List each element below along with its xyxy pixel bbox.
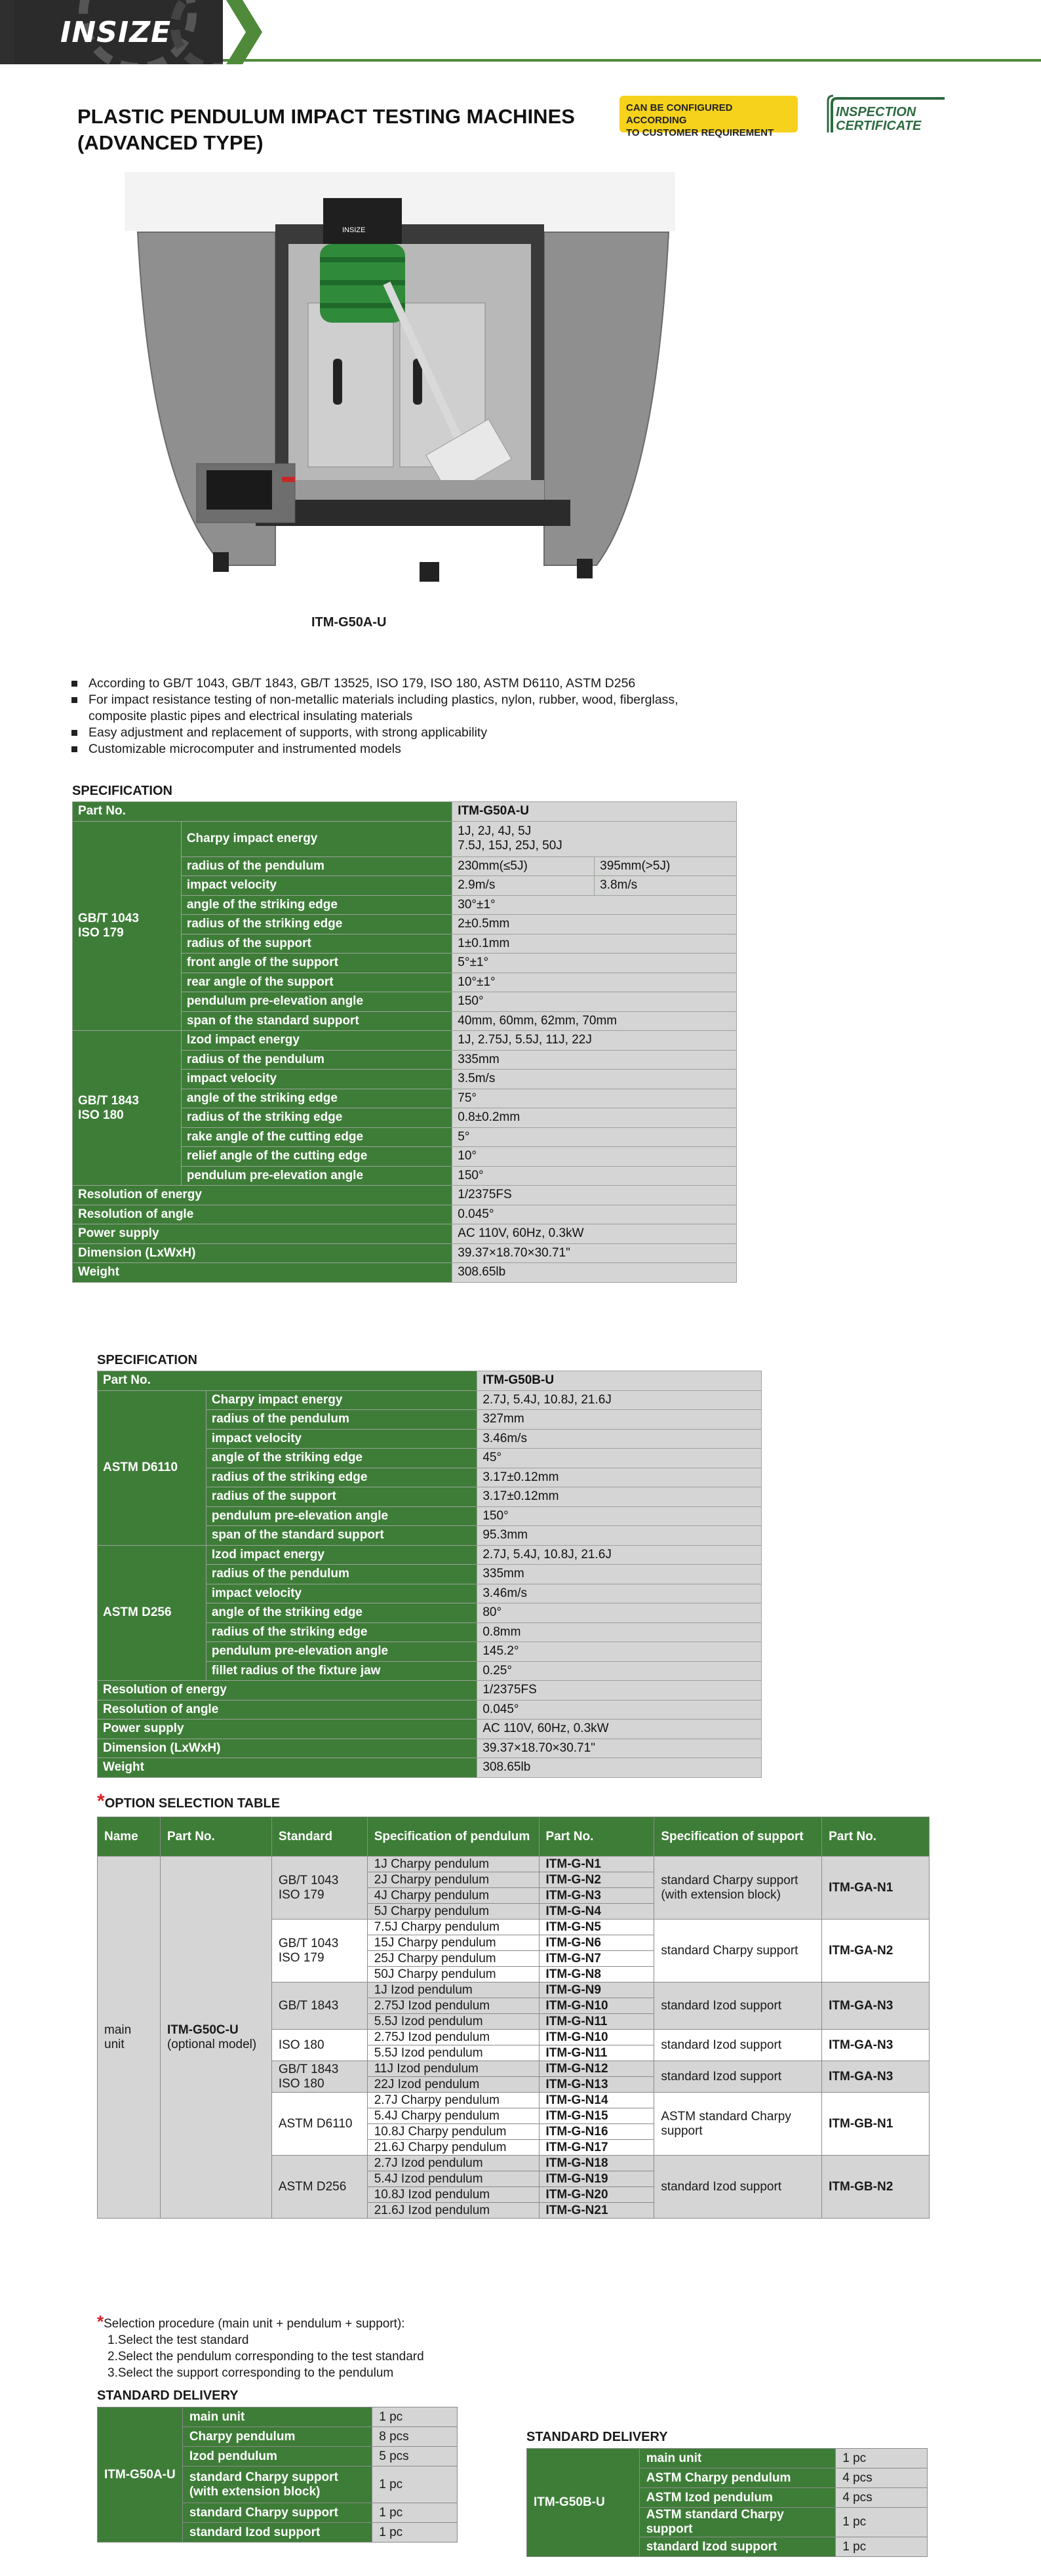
spec-value: 3.5m/s: [452, 1070, 737, 1089]
pendulum-part-no: ITM-G-N12: [539, 2061, 654, 2077]
spec-value: 40mm, 60mm, 62mm, 70mm: [452, 1011, 737, 1031]
standard-delivery-itm-g50a-u: [97, 2407, 458, 2543]
spec-value: AC 110V, 60Hz, 0.3kW: [477, 1720, 762, 1739]
table-row: [98, 1758, 762, 1778]
spec-key: rake angle of the cutting edge: [181, 1127, 452, 1147]
spec-value: 3.17±0.12mm: [477, 1468, 762, 1487]
spec-value: 1/2375FS: [477, 1681, 762, 1701]
spec-value: 0.045°: [477, 1700, 762, 1720]
column-header: Part No.: [822, 1817, 930, 1857]
support-spec: standard Izod support: [654, 2030, 822, 2061]
spec-key: front angle of the support: [181, 954, 452, 973]
support-spec: standard Izod support: [654, 1982, 822, 2030]
pendulum-spec: 2.75J Izod pendulum: [367, 2030, 539, 2045]
spec-value: 39.37×18.70×30.71": [452, 1243, 737, 1263]
part-no-label: Part No.: [98, 1371, 477, 1391]
spec-value: 45°: [477, 1449, 762, 1468]
support-part-no: ITM-GB-N2: [822, 2156, 930, 2219]
spec-key: pendulum pre-elevation angle: [206, 1642, 477, 1662]
spec-key: radius of the pendulum: [181, 856, 452, 876]
support-part-no: ITM-GA-N3: [822, 2030, 930, 2061]
column-header: Part No.: [539, 1817, 654, 1857]
table-row: [98, 1545, 762, 1565]
delivery-item: standard Izod support: [182, 2523, 372, 2543]
spec-value: 145.2°: [477, 1642, 762, 1662]
part-no-value: ITM-G50A-U: [452, 802, 737, 822]
pendulum-part-no: ITM-G-N14: [539, 2093, 654, 2108]
procedure-steps: [97, 2332, 424, 2381]
procedure-title: Selection procedure (main unit + pendulum + support):: [104, 2317, 405, 2331]
spec-value: 0.8mm: [477, 1622, 762, 1642]
cert-line-2: CERTIFICATE: [836, 119, 922, 133]
spec-key: radius of the support: [181, 934, 452, 954]
spec-key: Resolution of angle: [73, 1205, 452, 1224]
config-badge-line-2: TO CUSTOMER REQUIREMENT: [626, 127, 774, 138]
spec-value: 10°±1°: [452, 973, 737, 992]
standard-group-label: GB/T 1843 ISO 180: [73, 1031, 182, 1186]
delivery-part-no: ITM-G50A-U: [98, 2407, 183, 2543]
spec-key: Izod impact energy: [206, 1545, 477, 1565]
spec-key: Resolution of angle: [98, 1700, 477, 1720]
spec-key: Resolution of energy: [98, 1681, 477, 1701]
support-spec: standard Izod support: [654, 2061, 822, 2093]
pendulum-spec: 5.5J Izod pendulum: [367, 2045, 539, 2061]
spec-value: 2±0.5mm: [452, 915, 737, 935]
standard-delivery-itm-g50b-u: [526, 2448, 928, 2557]
spec-value: 3.17±0.12mm: [477, 1487, 762, 1507]
pendulum-spec: 21.6J Charpy pendulum: [367, 2140, 539, 2156]
spec-key: Resolution of energy: [73, 1186, 452, 1205]
spec-value: 3.46m/s: [477, 1584, 762, 1603]
support-part-no: ITM-GA-N3: [822, 2061, 930, 2093]
pendulum-part-no: ITM-G-N10: [539, 1998, 654, 2014]
pendulum-spec: 4J Charpy pendulum: [367, 1888, 539, 1904]
spec-value: [452, 821, 737, 856]
table-row: [98, 1857, 930, 1872]
feature-list: [69, 675, 678, 757]
table-row: [73, 1031, 737, 1051]
title-line-2: (ADVANCED TYPE): [77, 131, 264, 154]
header-rule: [223, 59, 1041, 62]
spec-key: radius of the support: [206, 1487, 477, 1507]
pendulum-part-no: ITM-G-N11: [539, 2045, 654, 2061]
pendulum-part-no: ITM-G-N4: [539, 1904, 654, 1920]
spec-key: Izod impact energy: [181, 1031, 452, 1051]
spec-value: 5°: [452, 1127, 737, 1147]
pendulum-part-no: ITM-G-N7: [539, 1951, 654, 1967]
spec-key: radius of the pendulum: [206, 1410, 477, 1430]
spec-key: radius of the striking edge: [206, 1622, 477, 1642]
spec-value: AC 110V, 60Hz, 0.3kW: [452, 1224, 737, 1244]
standard-cell: ISO 180: [271, 2030, 367, 2061]
pendulum-part-no: ITM-G-N18: [539, 2156, 654, 2171]
support-spec: ASTM standard Charpy support: [654, 2093, 822, 2156]
spec-value: 327mm: [477, 1410, 762, 1430]
insize-logo: INSIZE: [60, 16, 172, 49]
pendulum-part-no: ITM-G-N17: [539, 2140, 654, 2156]
procedure-step: 3.Select the support corresponding to the pendulum: [108, 2366, 394, 2380]
column-header: Specification of support: [654, 1817, 822, 1857]
support-part-no: ITM-GA-N1: [822, 1857, 930, 1920]
delivery-item: Izod pendulum: [182, 2447, 372, 2466]
option-selection-table: [97, 1817, 930, 2219]
pendulum-part-no: ITM-G-N2: [539, 1872, 654, 1888]
standard-cell: GB/T 1843 ISO 180: [271, 2061, 367, 2093]
spec-value: 75°: [452, 1089, 737, 1108]
standard-group-label: ASTM D256: [98, 1545, 206, 1681]
column-header: Specification of pendulum: [367, 1817, 539, 1857]
delivery-item: Charpy pendulum: [182, 2427, 372, 2447]
pendulum-spec: 25J Charpy pendulum: [367, 1951, 539, 1967]
spec-key: relief angle of the cutting edge: [181, 1147, 452, 1167]
delivery-item: ASTM standard Charpy support: [639, 2508, 835, 2537]
delivery-part-no: ITM-G50B-U: [527, 2449, 640, 2557]
spec-key: radius of the pendulum: [181, 1050, 452, 1070]
spec-table-itm-g50a-u: [72, 801, 737, 1283]
standard-cell: GB/T 1043 ISO 179: [271, 1857, 367, 1920]
delivery-qty: 1 pc: [372, 2466, 458, 2503]
table-row: [73, 1205, 737, 1224]
spec-value: 0.8±0.2mm: [452, 1108, 737, 1128]
spec-key: pendulum pre-elevation angle: [181, 992, 452, 1012]
pendulum-spec: 2.75J Izod pendulum: [367, 1998, 539, 2014]
pendulum-part-no: ITM-G-N8: [539, 1967, 654, 1982]
spec-value-line: 1J, 2J, 4J, 5J: [458, 824, 532, 838]
column-header: Name: [98, 1817, 161, 1857]
spec-key: impact velocity: [206, 1584, 477, 1603]
spec-value: 308.65lb: [452, 1263, 737, 1283]
main-unit-name: main unit: [98, 1857, 161, 2219]
spec-value: 335mm: [477, 1565, 762, 1584]
pendulum-spec: 22J Izod pendulum: [367, 2077, 539, 2093]
spec-value-line: 7.5J, 15J, 25J, 50J: [458, 839, 562, 853]
pendulum-part-no: ITM-G-N19: [539, 2171, 654, 2187]
spec-key: span of the standard support: [206, 1526, 477, 1546]
table-row: [98, 1739, 762, 1758]
spec-key: angle of the striking edge: [181, 1089, 452, 1108]
delivery-qty: 1 pc: [836, 2449, 928, 2468]
page-header: [0, 0, 1041, 64]
pendulum-spec: 5.4J Charpy pendulum: [367, 2108, 539, 2124]
delivery-qty: 1 pc: [836, 2508, 928, 2537]
table-row: [73, 821, 737, 856]
spec-key: radius of the striking edge: [181, 915, 452, 935]
table-row: [98, 1700, 762, 1720]
standard-cell: ASTM D256: [271, 2156, 367, 2219]
pendulum-part-no: ITM-G-N1: [539, 1857, 654, 1872]
spec-value: 150°: [452, 992, 737, 1012]
standard-group-label: GB/T 1043 ISO 179: [73, 821, 182, 1031]
feature-item: According to GB/T 1043, GB/T 1843, GB/T 13525, ISO 179, ISO 180, ASTM D6110, ASTM D256: [69, 675, 678, 692]
table-row: [98, 1390, 762, 1410]
support-spec: standard Charpy support (with extension block): [654, 1857, 822, 1920]
pendulum-spec: 1J Charpy pendulum: [367, 1857, 539, 1872]
delivery-qty: 1 pc: [372, 2503, 458, 2523]
pendulum-spec: 10.8J Charpy pendulum: [367, 2124, 539, 2140]
spec-value: 150°: [452, 1166, 737, 1186]
standard-cell: GB/T 1843: [271, 1982, 367, 2030]
spec-value: 30°±1°: [452, 895, 737, 915]
pendulum-part-no: ITM-G-N9: [539, 1982, 654, 1998]
spec-key: radius of the pendulum: [206, 1565, 477, 1584]
pendulum-spec: 50J Charpy pendulum: [367, 1967, 539, 1982]
column-header: Part No.: [160, 1817, 271, 1857]
table-row: [73, 802, 737, 822]
pendulum-part-no: ITM-G-N11: [539, 2014, 654, 2030]
part-no-value: ITM-G50B-U: [477, 1371, 762, 1391]
spec-key: pendulum pre-elevation angle: [206, 1506, 477, 1526]
feature-item: For impact resistance testing of non-metallic materials including plastics, nylon, rubber, wood, fiberglass, composite plastic pipes and electrical insulating materials: [69, 692, 678, 725]
spec-value: 230mm(≤5J): [452, 856, 595, 876]
support-part-no: ITM-GA-N2: [822, 1920, 930, 1982]
spec-key: Dimension (LxWxH): [98, 1739, 477, 1758]
spec-value: 0.25°: [477, 1661, 762, 1681]
option-label-text: OPTION SELECTION TABLE: [104, 1796, 281, 1811]
delivery-qty: 1 pc: [836, 2537, 928, 2557]
spec-key: impact velocity: [181, 876, 452, 896]
spec-value: 3.46m/s: [477, 1429, 762, 1449]
support-spec: standard Charpy support: [654, 1920, 822, 1982]
cert-line-1: INSPECTION: [836, 105, 916, 119]
inspection-certificate-badge: [823, 94, 954, 135]
table-row: [98, 1371, 762, 1391]
spec-key: radius of the striking edge: [206, 1468, 477, 1487]
selection-procedure: [97, 2314, 424, 2381]
main-unit-note: (optional model): [167, 2037, 257, 2051]
spec-key: Power supply: [73, 1224, 452, 1244]
delivery-qty: 1 pc: [372, 2523, 458, 2543]
pendulum-spec: 11J Izod pendulum: [367, 2061, 539, 2077]
pendulum-spec: 7.5J Charpy pendulum: [367, 1920, 539, 1935]
spec-key: angle of the striking edge: [181, 895, 452, 915]
product-image: [125, 172, 675, 585]
column-header: Standard: [271, 1817, 367, 1857]
required-star-icon: *: [97, 1790, 105, 1812]
pendulum-spec: 2J Charpy pendulum: [367, 1872, 539, 1888]
spec-key: Dimension (LxWxH): [73, 1243, 452, 1263]
pendulum-spec: 5.5J Izod pendulum: [367, 2014, 539, 2030]
config-badge: [619, 96, 798, 138]
pendulum-part-no: ITM-G-N3: [539, 1888, 654, 1904]
pendulum-part-no: ITM-G-N16: [539, 2124, 654, 2140]
delivery-item: standard Charpy support: [182, 2503, 372, 2523]
pendulum-spec: 5.4J Izod pendulum: [367, 2171, 539, 2187]
table-row: [98, 1720, 762, 1739]
support-part-no: ITM-GA-N3: [822, 1982, 930, 2030]
pendulum-spec: 2.7J Izod pendulum: [367, 2156, 539, 2171]
standard-group-label: ASTM D6110: [98, 1390, 206, 1545]
title-line-1: PLASTIC PENDULUM IMPACT TESTING MACHINES: [77, 105, 575, 128]
pendulum-part-no: ITM-G-N6: [539, 1935, 654, 1951]
delivery-b-label: STANDARD DELIVERY: [526, 2430, 668, 2444]
delivery-item: ASTM Izod pendulum: [639, 2488, 835, 2508]
spec-key: angle of the striking edge: [206, 1449, 477, 1468]
procedure-step: 2.Select the pendulum corresponding to the test standard: [108, 2350, 424, 2364]
delivery-a-label: STANDARD DELIVERY: [97, 2388, 239, 2403]
spec-value: 1±0.1mm: [452, 934, 737, 954]
spec-value: 80°: [477, 1603, 762, 1623]
procedure-step: 1.Select the test standard: [108, 2333, 249, 2347]
table-row: [98, 1681, 762, 1701]
pendulum-spec: 15J Charpy pendulum: [367, 1935, 539, 1951]
pendulum-part-no: ITM-G-N13: [539, 2077, 654, 2093]
table-row: [527, 2449, 928, 2468]
pendulum-spec: 1J Izod pendulum: [367, 1982, 539, 1998]
svg-text:INSIZE: INSIZE: [342, 226, 366, 234]
spec-value: 2.7J, 5.4J, 10.8J, 21.6J: [477, 1545, 762, 1565]
delivery-qty: 4 pcs: [836, 2488, 928, 2508]
feature-item: Easy adjustment and replacement of supports, with strong applicability: [69, 725, 678, 741]
pendulum-part-no: ITM-G-N5: [539, 1920, 654, 1935]
spec-key: Weight: [98, 1758, 477, 1778]
spec-key: Charpy impact energy: [181, 821, 452, 856]
spec-value: 3.8m/s: [595, 876, 737, 896]
spec-value: 2.7J, 5.4J, 10.8J, 21.6J: [477, 1390, 762, 1410]
delivery-item: main unit: [639, 2449, 835, 2468]
spec-key: Charpy impact energy: [206, 1390, 477, 1410]
table-row: [73, 1186, 737, 1205]
table-row: [73, 1243, 737, 1263]
spec-key: pendulum pre-elevation angle: [181, 1166, 452, 1186]
procedure-star-icon: *: [97, 2312, 104, 2331]
spec-value: 308.65lb: [477, 1758, 762, 1778]
support-spec: standard Izod support: [654, 2156, 822, 2219]
option-table-label: [97, 1790, 280, 1813]
part-no-label: Part No.: [73, 802, 452, 822]
delivery-qty: 5 pcs: [372, 2447, 458, 2466]
pendulum-spec: 5J Charpy pendulum: [367, 1904, 539, 1920]
table-row: [73, 1224, 737, 1244]
spec-key: fillet radius of the fixture jaw: [206, 1661, 477, 1681]
table-header-row: [98, 1817, 930, 1857]
delivery-qty: 1 pc: [372, 2407, 458, 2427]
support-part-no: ITM-GB-N1: [822, 2093, 930, 2156]
machine-logo-badge: [342, 226, 365, 234]
spec-value: 95.3mm: [477, 1526, 762, 1546]
spec-key: angle of the striking edge: [206, 1603, 477, 1623]
spec-key: radius of the striking edge: [181, 1108, 452, 1128]
spec1-label: SPECIFICATION: [72, 784, 172, 798]
spec-key: impact velocity: [181, 1070, 452, 1089]
main-unit-part-no: [160, 1857, 271, 2219]
delivery-item: standard Charpy support (with extension block): [182, 2466, 372, 2503]
table-row: [73, 1263, 737, 1283]
spec-key: span of the standard support: [181, 1011, 452, 1031]
spec-value: 1/2375FS: [452, 1186, 737, 1205]
delivery-item: main unit: [182, 2407, 372, 2427]
spec-table-itm-g50b-u: [97, 1371, 762, 1778]
pendulum-part-no: ITM-G-N15: [539, 2108, 654, 2124]
spec-value: 5°±1°: [452, 954, 737, 973]
product-model-caption: ITM-G50A-U: [311, 615, 387, 630]
spec-value: 0.045°: [452, 1205, 737, 1224]
pendulum-spec: 21.6J Izod pendulum: [367, 2203, 539, 2219]
spec-value: 335mm: [452, 1050, 737, 1070]
standard-cell: ASTM D6110: [271, 2093, 367, 2156]
spec-key: Weight: [73, 1263, 452, 1283]
delivery-qty: 8 pcs: [372, 2427, 458, 2447]
delivery-item: ASTM Charpy pendulum: [639, 2468, 835, 2488]
delivery-qty: 4 pcs: [836, 2468, 928, 2488]
feature-item: Customizable microcomputer and instrumented models: [69, 741, 678, 757]
spec-key: impact velocity: [206, 1429, 477, 1449]
spec-key: rear angle of the support: [181, 973, 452, 992]
pendulum-part-no: ITM-G-N20: [539, 2187, 654, 2203]
pendulum-spec: 10.8J Izod pendulum: [367, 2187, 539, 2203]
spec-value: 1J, 2.75J, 5.5J, 11J, 22J: [452, 1031, 737, 1051]
spec-value: 39.37×18.70×30.71": [477, 1739, 762, 1758]
spec-value: 10°: [452, 1147, 737, 1167]
spec-value: 395mm(>5J): [595, 856, 737, 876]
spec-key: Power supply: [98, 1720, 477, 1739]
standard-cell: GB/T 1043 ISO 179: [271, 1920, 367, 1982]
pendulum-part-no: ITM-G-N21: [539, 2203, 654, 2219]
main-unit-part-no-value: ITM-G50C-U: [167, 2023, 239, 2037]
config-badge-line-1: CAN BE CONFIGURED ACCORDING: [626, 102, 733, 126]
spec2-label: SPECIFICATION: [97, 1353, 197, 1367]
delivery-item: standard Izod support: [639, 2537, 835, 2557]
spec-value: 150°: [477, 1506, 762, 1526]
pendulum-part-no: ITM-G-N10: [539, 2030, 654, 2045]
spec-value: 2.9m/s: [452, 876, 595, 896]
table-row: [98, 2407, 458, 2427]
page-title: [77, 104, 575, 156]
pendulum-spec: 2.7J Charpy pendulum: [367, 2093, 539, 2108]
